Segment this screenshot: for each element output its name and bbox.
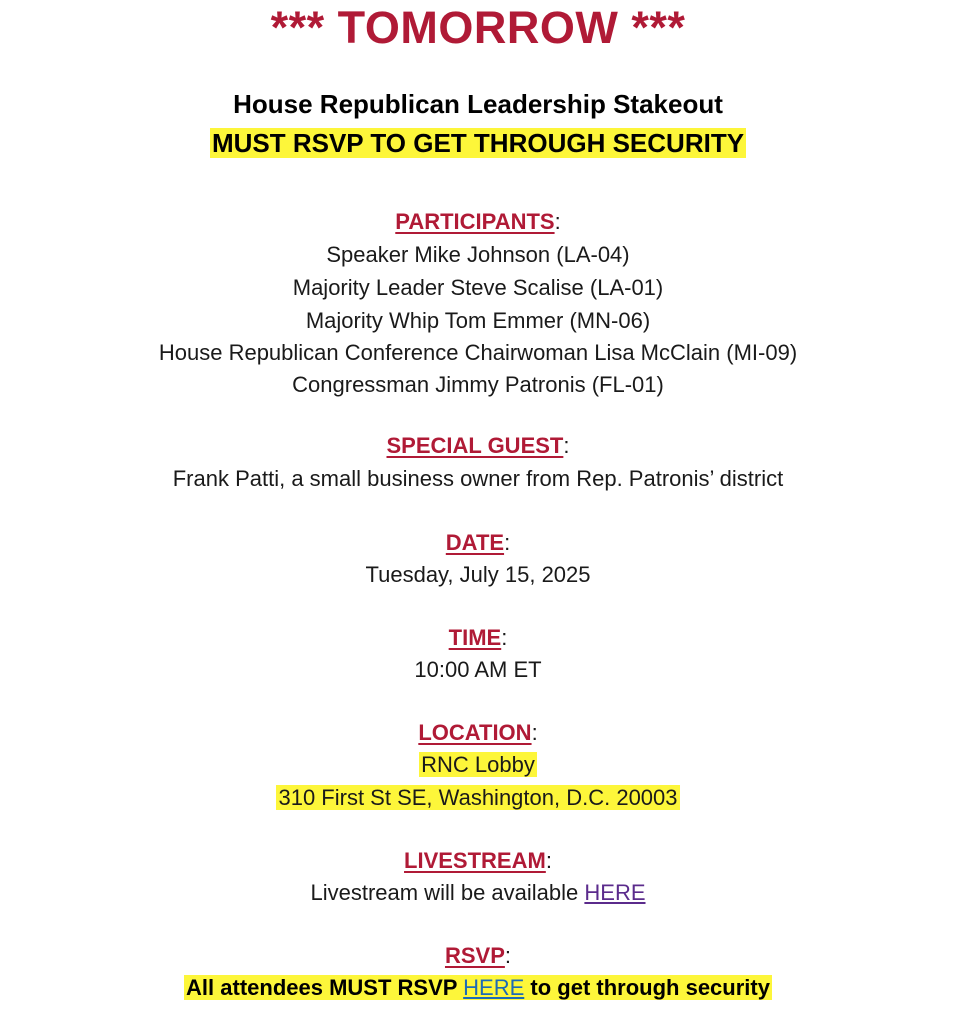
special-guest-text: Frank Patti, a small business owner from Rep. Patronis’ district bbox=[172, 466, 784, 491]
date-value: Tuesday, July 15, 2025 bbox=[365, 562, 591, 587]
date-heading: DATE: bbox=[445, 530, 511, 555]
participant: House Republican Conference Chairwoman Lisa McClain (MI-09) bbox=[158, 340, 798, 365]
livestream-label: LIVESTREAM bbox=[404, 848, 546, 873]
participants-heading: PARTICIPANTS: bbox=[395, 209, 561, 234]
headline: *** TOMORROW *** bbox=[270, 2, 686, 53]
participant: Majority Leader Steve Scalise (LA-01) bbox=[292, 275, 664, 300]
time-value: 10:00 AM ET bbox=[414, 657, 542, 682]
livestream-heading: LIVESTREAM: bbox=[404, 848, 552, 873]
special-guest-label: SPECIAL GUEST bbox=[386, 433, 564, 458]
location-address-line bbox=[0, 782, 956, 814]
rsvp-warning-line bbox=[0, 127, 956, 159]
livestream-line bbox=[0, 877, 956, 909]
livestream-text: Livestream will be available bbox=[310, 880, 579, 905]
rsvp-line bbox=[0, 972, 956, 1004]
location-venue-line bbox=[0, 749, 956, 781]
location-heading: LOCATION: bbox=[418, 720, 538, 745]
participants-label: PARTICIPANTS bbox=[395, 209, 555, 234]
time-heading: TIME: bbox=[448, 625, 508, 650]
rsvp-text-before: All attendees MUST RSVP bbox=[186, 975, 458, 1000]
livestream-link[interactable]: HERE bbox=[584, 880, 646, 905]
time-label: TIME bbox=[448, 625, 502, 650]
rsvp-link[interactable]: HERE bbox=[463, 975, 525, 1000]
location-address: 310 First St SE, Washington, D.C. 20003 bbox=[278, 785, 678, 810]
rsvp-text-after: to get through security bbox=[530, 975, 770, 1000]
participant: Majority Whip Tom Emmer (MN-06) bbox=[305, 308, 651, 333]
rsvp-highlight bbox=[184, 975, 772, 1000]
rsvp-warning: MUST RSVP TO GET THROUGH SECURITY bbox=[211, 128, 745, 158]
special-guest-heading: SPECIAL GUEST: bbox=[386, 433, 570, 458]
event-title: House Republican Leadership Stakeout bbox=[233, 89, 723, 119]
rsvp-label: RSVP bbox=[444, 943, 505, 968]
location-label: LOCATION bbox=[418, 720, 532, 745]
date-label: DATE bbox=[445, 530, 505, 555]
participant: Speaker Mike Johnson (LA-04) bbox=[326, 242, 630, 267]
participant: Congressman Jimmy Patronis (FL-01) bbox=[292, 372, 664, 397]
location-venue: RNC Lobby bbox=[421, 752, 535, 777]
rsvp-heading: RSVP: bbox=[444, 943, 512, 968]
